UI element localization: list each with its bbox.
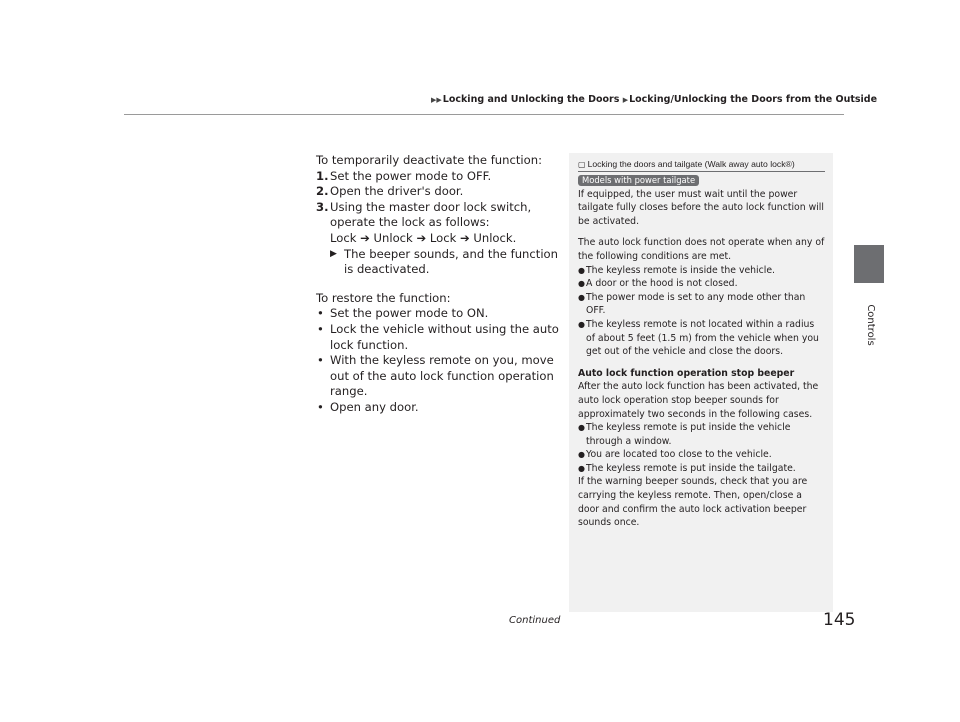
step-text: Using the master door lock switch, operate the lock as follows:: [330, 199, 532, 230]
list-item: ● A door or the hood is not closed.: [578, 277, 825, 291]
model-tag: Models with power tailgate: [578, 175, 699, 186]
double-arrow-icon: ▶▶: [431, 96, 442, 104]
list-item: ● You are located too close to the vehicle.: [578, 448, 825, 462]
step-text: Open the driver's door.: [330, 184, 464, 199]
list-item: ● The keyless remote is inside the vehicle.: [578, 264, 825, 278]
list-item: ● The power mode is set to any mode other than OFF.: [578, 291, 825, 318]
side-note-panel: [569, 153, 833, 612]
main-column: [316, 153, 561, 416]
note-paragraph: If the warning beeper sounds, check that you are carrying the keyless remote. Then, open/close a door and confirm the auto lock activation beeper sounds once.: [578, 476, 808, 529]
chapter-tab[interactable]: [854, 245, 884, 283]
continued-label: Continued: [509, 615, 561, 626]
list-item: ● The keyless remote is not located within a radius of about 5 feet (1.5 m) from the vehicle when you get out of the vehicle and close the doors.: [578, 318, 825, 359]
note-subheading: Auto lock function operation stop beeper: [578, 367, 795, 379]
step-number: 3.: [316, 199, 329, 214]
deactivate-steps: [316, 169, 561, 247]
step-number: 2.: [316, 184, 329, 199]
step-item: [316, 169, 561, 185]
result-arrow-icon: ▶: [330, 248, 337, 259]
conditions-list: [578, 264, 825, 359]
note-paragraph: If equipped, the user must wait until the power tailgate fully closes before the auto lock function will be activated.: [578, 188, 824, 227]
note-icon: ▢: [578, 160, 586, 169]
list-item: • Open any door.: [316, 400, 561, 416]
breadcrumb: [431, 94, 877, 105]
restore-list: [316, 306, 561, 415]
note-title-text: Locking the doors and tailgate (Walk away auto lock®): [587, 159, 795, 169]
result-text: The beeper sounds, and the function is deactivated.: [344, 246, 558, 277]
step-item: [316, 184, 561, 200]
lock-sequence: Lock ➔ Unlock ➔ Lock ➔ Unlock.: [330, 230, 517, 245]
arrow-icon: ▶: [622, 96, 629, 104]
page-number: 145: [823, 610, 856, 630]
deactivate-intro: To temporarily deactivate the function:: [316, 153, 542, 167]
step-result: [316, 247, 561, 278]
step-item: [316, 200, 561, 247]
list-item: ● The keyless remote is put inside the tailgate.: [578, 462, 825, 476]
chapter-label: Controls: [865, 304, 876, 346]
note-divider: [578, 171, 825, 172]
note-paragraph: After the auto lock function has been activated, the auto lock operation stop beeper sounds for approximately two seconds in the following cases.: [578, 381, 819, 420]
step-text: Set the power mode to OFF.: [330, 168, 492, 183]
list-item: ● The keyless remote is put inside the vehicle through a window.: [578, 421, 825, 448]
list-item: • With the keyless remote on you, move out of the auto lock function operation range.: [316, 353, 561, 400]
breadcrumb-section[interactable]: Locking and Unlocking the Doors: [442, 94, 620, 105]
list-item: • Set the power mode to ON.: [316, 306, 561, 322]
breadcrumb-subsection[interactable]: Locking/Unlocking the Doors from the Outside: [629, 94, 878, 105]
cases-list: [578, 421, 825, 475]
list-item: • Lock the vehicle without using the auto lock function.: [316, 322, 561, 353]
note-paragraph: The auto lock function does not operate when any of the following conditions are met.: [578, 237, 825, 262]
step-number: 1.: [316, 168, 329, 183]
restore-intro: To restore the function:: [316, 290, 451, 305]
header-rule: [124, 114, 844, 115]
note-title: [578, 159, 825, 170]
